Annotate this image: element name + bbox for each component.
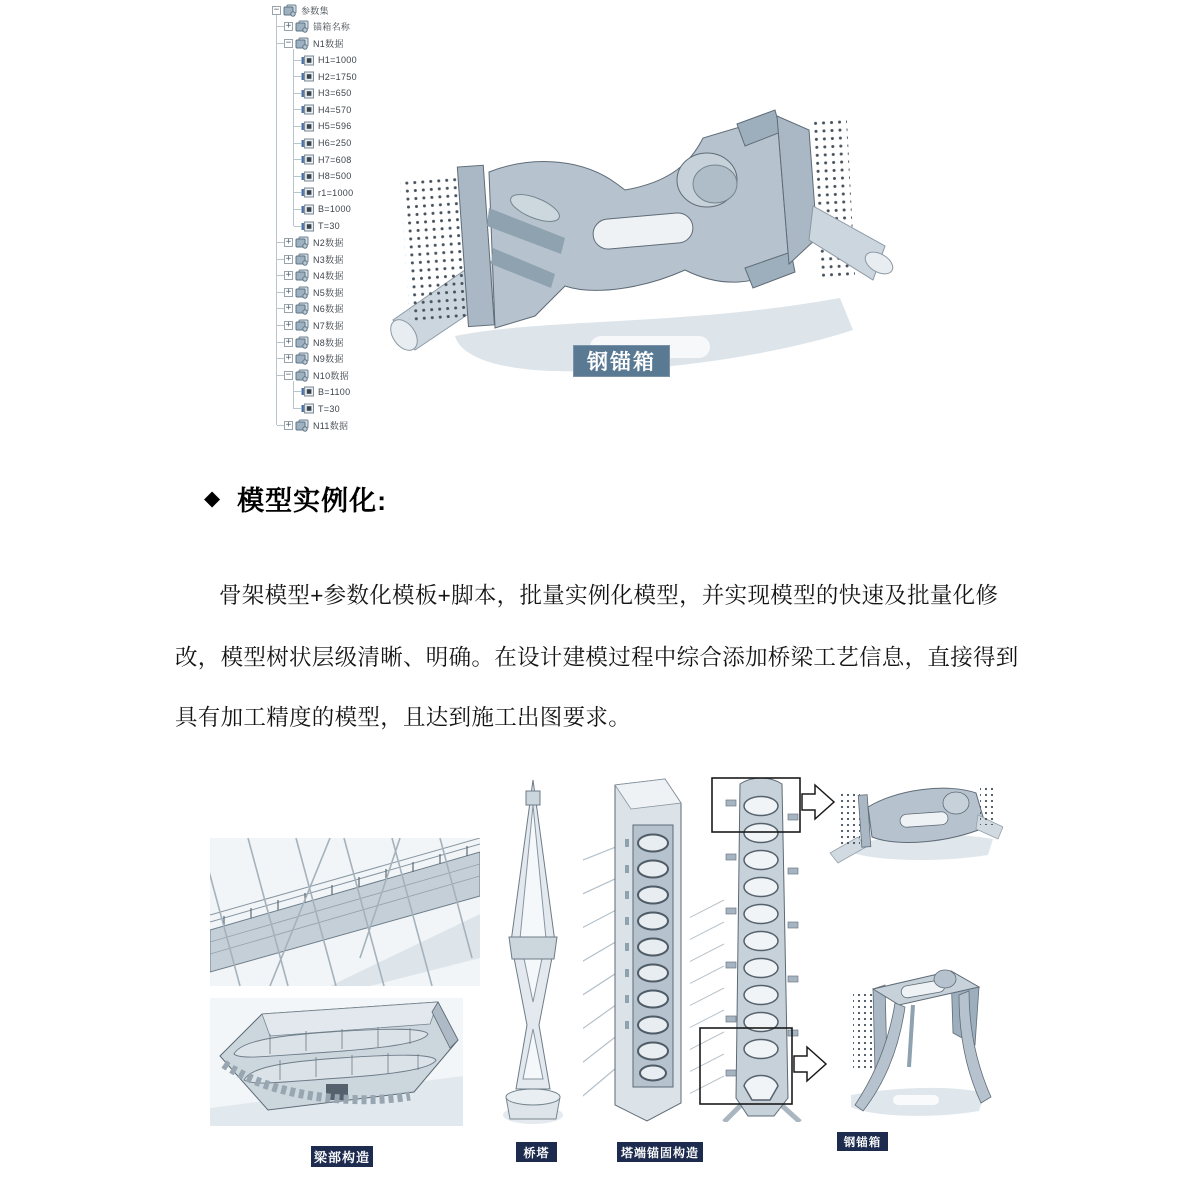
parameter-icon	[301, 204, 314, 215]
tree-connector-line	[276, 15, 277, 425]
tree-node-label: H7=608	[318, 154, 352, 165]
tree-parameter-row	[272, 400, 442, 417]
tree-node-label: 参数集	[301, 5, 329, 16]
tree-node-label: H1=1000	[318, 55, 357, 66]
tree-node-icon	[295, 286, 309, 299]
tree-node-icon	[283, 4, 297, 17]
tree-node-label: H8=500	[318, 171, 352, 182]
tree-node-icon	[295, 236, 309, 249]
tree-node-label: N4数据	[313, 271, 344, 282]
arrow-right-icon	[794, 1047, 826, 1081]
expand-toggle-icon: +	[285, 320, 292, 331]
gallery-caption-bridge-tower: 桥塔	[516, 1142, 557, 1162]
parameter-icon	[301, 154, 314, 165]
paragraph-line: 改，模型树状层级清晰、明确。在设计建模过程中综合添加桥梁工艺信息，直接得到	[175, 645, 1019, 670]
paragraph-line: 骨架模型+参数化模板+脚本，批量实例化模型，并实现模型的快速及批量化修	[219, 583, 999, 608]
parameter-icon	[301, 121, 314, 132]
tree-node-label: B=1100	[318, 386, 351, 397]
tree-node-icon	[295, 369, 309, 382]
collapse-toggle-icon: −	[273, 4, 280, 15]
tree-node-label: N8数据	[313, 337, 344, 348]
tree-connector-line	[293, 49, 294, 226]
tree-node-icon	[295, 419, 309, 432]
tree-node-icon	[295, 37, 309, 50]
tree-node-label: N1数据	[313, 38, 344, 49]
tree-node-label: N7数据	[313, 321, 344, 332]
tree-node-label: N11数据	[313, 420, 349, 431]
tree-parameter-row	[272, 52, 442, 69]
expand-toggle-icon: +	[285, 270, 292, 281]
tree-node-row	[272, 35, 442, 52]
expand-toggle-icon: +	[285, 286, 292, 297]
bridge-tower-model-image	[496, 777, 570, 1127]
tree-node-label: H6=250	[318, 138, 352, 149]
anchor-box-top-view-model-image	[828, 775, 1003, 867]
tree-node-icon	[295, 319, 309, 332]
expand-toggle-icon: +	[285, 303, 292, 314]
tree-node-label: H3=650	[318, 88, 352, 99]
tree-node-icon	[295, 302, 309, 315]
tree-node-label: N9数据	[313, 354, 344, 365]
tree-node-label: r1=1000	[318, 187, 354, 198]
expand-toggle-icon: +	[285, 353, 292, 364]
tree-node-row	[272, 2, 442, 19]
parameter-icon	[301, 386, 314, 397]
section-heading: 模型实例化:	[237, 486, 388, 516]
tree-node-icon	[295, 253, 309, 266]
tree-node-label: N6数据	[313, 304, 344, 315]
tree-node-label: B=1000	[318, 204, 352, 215]
gallery-caption-tower-anchorage: 塔端锚固构造	[617, 1142, 703, 1162]
section-heading-row	[204, 479, 387, 518]
figure-caption-anchor-box: 钢锚箱	[573, 345, 670, 377]
tree-node-label: N10数据	[313, 370, 350, 381]
tree-node-icon	[295, 269, 309, 282]
expand-toggle-icon: +	[285, 21, 292, 32]
tree-node-label: 锚箱名称	[313, 22, 351, 33]
expand-toggle-icon: +	[285, 237, 292, 248]
girder-deck-model-image	[210, 838, 480, 986]
tree-node-label: N5数据	[313, 287, 344, 298]
tree-node-row	[272, 417, 442, 434]
parameter-icon	[301, 71, 314, 82]
parameter-icon	[301, 403, 314, 414]
tree-node-row	[272, 19, 442, 36]
tree-node-label: H4=570	[318, 104, 352, 115]
anchor-box-bottom-view-model-image	[833, 945, 995, 1120]
tree-node-label: T=30	[318, 221, 340, 232]
anchor-box-stack-model-image	[690, 770, 845, 1122]
tree-node-icon	[295, 336, 309, 349]
box-girder-model-image	[210, 998, 463, 1126]
gallery-caption-anchor-box: 钢锚箱	[837, 1132, 888, 1151]
tree-node-label: N2数据	[313, 238, 344, 249]
tree-node-label: N3数据	[313, 254, 344, 265]
tree-parameter-row	[272, 68, 442, 85]
diamond-bullet-icon: ◆	[204, 487, 221, 510]
parameter-icon	[301, 88, 314, 99]
expand-toggle-icon: +	[285, 253, 292, 264]
parameter-icon	[301, 187, 314, 198]
expand-toggle-icon: +	[285, 419, 292, 430]
expand-toggle-icon: +	[285, 336, 292, 347]
parameter-icon	[301, 55, 314, 66]
tree-node-icon	[295, 352, 309, 365]
gallery-caption-beam-structure: 梁部构造	[311, 1146, 373, 1167]
tower-anchorage-model-image	[583, 777, 687, 1127]
paragraph-line: 具有加工精度的模型，且达到施工出图要求。	[175, 705, 632, 730]
collapse-toggle-icon: −	[285, 37, 292, 48]
parameter-icon	[301, 138, 314, 149]
parameter-icon	[301, 171, 314, 182]
tree-node-label: T=30	[318, 403, 340, 414]
parameter-icon	[301, 104, 314, 115]
collapse-toggle-icon: −	[285, 369, 292, 380]
tree-node-icon	[295, 20, 309, 33]
tree-node-label: H5=596	[318, 121, 352, 132]
parameter-icon	[301, 221, 314, 232]
tree-node-label: H2=1750	[318, 71, 357, 82]
tree-connector-line	[293, 381, 294, 409]
